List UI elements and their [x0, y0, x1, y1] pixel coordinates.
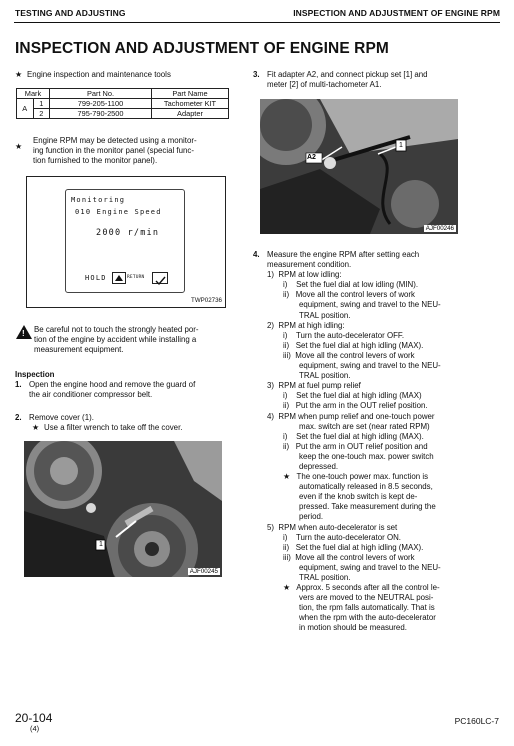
return-label: RETURN [127, 275, 145, 280]
engine-photo-image [260, 99, 458, 234]
figure-code: AJF00246 [425, 225, 454, 232]
step-number: 4. [253, 250, 260, 259]
list-item: vers are moved to the NEUTRAL posi- [299, 593, 434, 603]
list-item: i) Turn the auto-decelerator OFF. [283, 330, 405, 340]
list-item: equipment, swing and travel to the NEU- [299, 562, 441, 572]
figure-code: AJF00245 [189, 568, 218, 575]
figure-label-a2: A2 [307, 154, 316, 161]
monitor-note-star [15, 136, 27, 154]
page-title: INSPECTION AND ADJUSTMENT OF ENGINE RPM [15, 40, 389, 57]
table-cell-part-no: 795-790-2500 [50, 109, 152, 119]
list-item: in motion should be measured. [299, 623, 407, 633]
list-item: tion, the rpm falls automatically. That is [299, 603, 435, 613]
list-item: ii) Move all the control levers of work [283, 290, 415, 300]
photo-cover-removal [24, 441, 222, 577]
checkmark-icon [153, 276, 167, 286]
table-row [17, 99, 229, 109]
list-item: TRAL position. [299, 573, 351, 582]
monitor-note-line: Engine RPM may be detected using a monitor- [33, 136, 197, 145]
warning-line: tion of the engine by accident while installing a [34, 335, 197, 345]
step-4 [253, 250, 473, 634]
step-text: meter [2] of multi-tachometer A1. [267, 80, 382, 90]
tools-intro [15, 70, 171, 80]
list-item: 3) RPM at fuel pump relief [267, 381, 361, 391]
list-item: keep the one-touch max. power switch [299, 451, 434, 461]
list-item: ★ Approx. 5 seconds after all the control le- [283, 583, 440, 593]
step-text: Fit adapter A2, and connect pickup set [1] and [267, 70, 428, 79]
engine-photo-image [24, 441, 222, 577]
list-item: iii) Move all the control levers of work [283, 552, 415, 562]
step-4-item-list [253, 270, 473, 633]
list-item: pressed. Take measurement during the [299, 502, 436, 512]
table-cell-part-no: 799-205-1100 [50, 99, 152, 109]
triangle-up-icon [115, 275, 123, 281]
step-text: Measure the engine RPM after setting each [267, 250, 420, 259]
step-number: 1. [15, 380, 22, 389]
list-item: 5) RPM when auto-decelerator is set [267, 522, 398, 532]
step-number: 3. [253, 70, 260, 79]
table-cell-mark: A [17, 99, 34, 119]
column-header-mark: Mark [17, 89, 50, 99]
star-icon: ★ [15, 70, 23, 79]
step-text: Remove cover (1). [29, 413, 94, 422]
star-icon: ★ [32, 423, 40, 433]
page-number: 20-104 [15, 711, 53, 725]
step-text: the air conditioner compressor belt. [29, 390, 153, 400]
list-item: ★ The one-touch power max. function is [283, 472, 429, 482]
table-cell-part-name: Adapter [152, 109, 229, 119]
figure-code: TWP02736 [191, 297, 222, 304]
list-item: i) Turn the auto-decelerator ON. [283, 532, 401, 542]
inspection-heading: Inspection [15, 370, 55, 379]
tools-table [16, 88, 229, 119]
step-3 [253, 70, 469, 90]
table-cell-num: 1 [33, 99, 50, 109]
list-item: 4) RPM when pump relief and one-touch power [267, 411, 435, 421]
up-arrow-button [112, 272, 126, 284]
inspection-step-2 [15, 413, 235, 433]
monitor-line-3: 2000 r/min [96, 228, 160, 238]
list-item: ii) Put the arm in the OUT relief position. [283, 401, 428, 411]
list-item: i) Set the fuel dial at high idling (MAX). [283, 431, 424, 441]
list-item: ii) Set the fuel dial at high idling (MAX). [283, 340, 424, 350]
list-item: when the rpm with the auto-decelerator [299, 613, 436, 623]
header-rule [14, 22, 500, 23]
step-number: 2. [15, 413, 22, 422]
list-item: i) Set the fuel dial at low idling (MIN). [283, 280, 419, 290]
step-text: measurement condition. [267, 260, 352, 270]
table-cell-num: 2 [33, 109, 50, 119]
list-item: 1) RPM at low idling: [267, 270, 342, 280]
monitor-note-line: tion furnished to the monitor panel). [33, 156, 158, 166]
list-item: TRAL position. [299, 371, 351, 381]
monitor-line-2: 010 Engine Speed [75, 208, 162, 216]
list-item: TRAL position. [299, 310, 351, 320]
list-item: 2) RPM at high idling: [267, 320, 345, 330]
column-header-part-no: Part No. [50, 89, 152, 99]
list-item: equipment, swing and travel to the NEU- [299, 361, 441, 371]
model-name: PC160LC-7 [454, 716, 499, 726]
revision-number: (4) [30, 724, 40, 733]
header-page-title: INSPECTION AND ADJUSTMENT OF ENGINE RPM [293, 8, 500, 18]
list-item: automatically released in 8.5 seconds, [299, 482, 433, 492]
header-section-title: TESTING AND ADJUSTING [15, 8, 126, 18]
list-item: depressed. [299, 461, 339, 471]
monitor-panel-figure [26, 176, 226, 308]
star-icon: ★ [15, 142, 23, 151]
step-note: Use a filter wrench to take off the cover. [44, 423, 183, 433]
list-item: i) Set the fuel dial at high idling (MAX) [283, 391, 422, 401]
list-item: period. [299, 512, 324, 522]
table-header-row [17, 89, 229, 99]
warning-line: Be careful not to touch the strongly heated por- [34, 325, 199, 334]
monitor-note [33, 136, 233, 166]
hold-label: HOLD [85, 274, 107, 282]
warning-line: measurement equipment. [34, 345, 124, 355]
monitor-line-1: Monitoring [71, 196, 126, 204]
tools-intro-text: Engine inspection and maintenance tools [27, 70, 171, 79]
monitor-note-line: ing function in the monitor panel (special func- [33, 146, 194, 156]
table-cell-part-name: Tachometer KIT [152, 99, 229, 109]
list-item: even if the knob switch is kept de- [299, 492, 418, 502]
list-item: max. switch are set (near rated RPM) [299, 421, 430, 431]
figure-label-1: 1 [399, 142, 403, 149]
warning-exclamation: ! [22, 329, 25, 338]
warning-text [34, 325, 234, 355]
inspection-step-1 [15, 380, 235, 400]
photo-adapter-fitting [260, 99, 458, 234]
list-item: ii) Set the fuel dial at high idling (MAX). [283, 542, 424, 552]
list-item: iii) Move all the control levers of work [283, 350, 415, 360]
check-button [152, 272, 168, 284]
monitor-display [65, 189, 185, 293]
step-text: Open the engine hood and remove the guard of [29, 380, 196, 389]
figure-label: 1 [99, 541, 103, 548]
column-header-part-name: Part Name [152, 89, 229, 99]
table-row [17, 109, 229, 119]
list-item: equipment, swing and travel to the NEU- [299, 300, 441, 310]
list-item: ii) Put the arm in OUT relief position and [283, 441, 428, 451]
